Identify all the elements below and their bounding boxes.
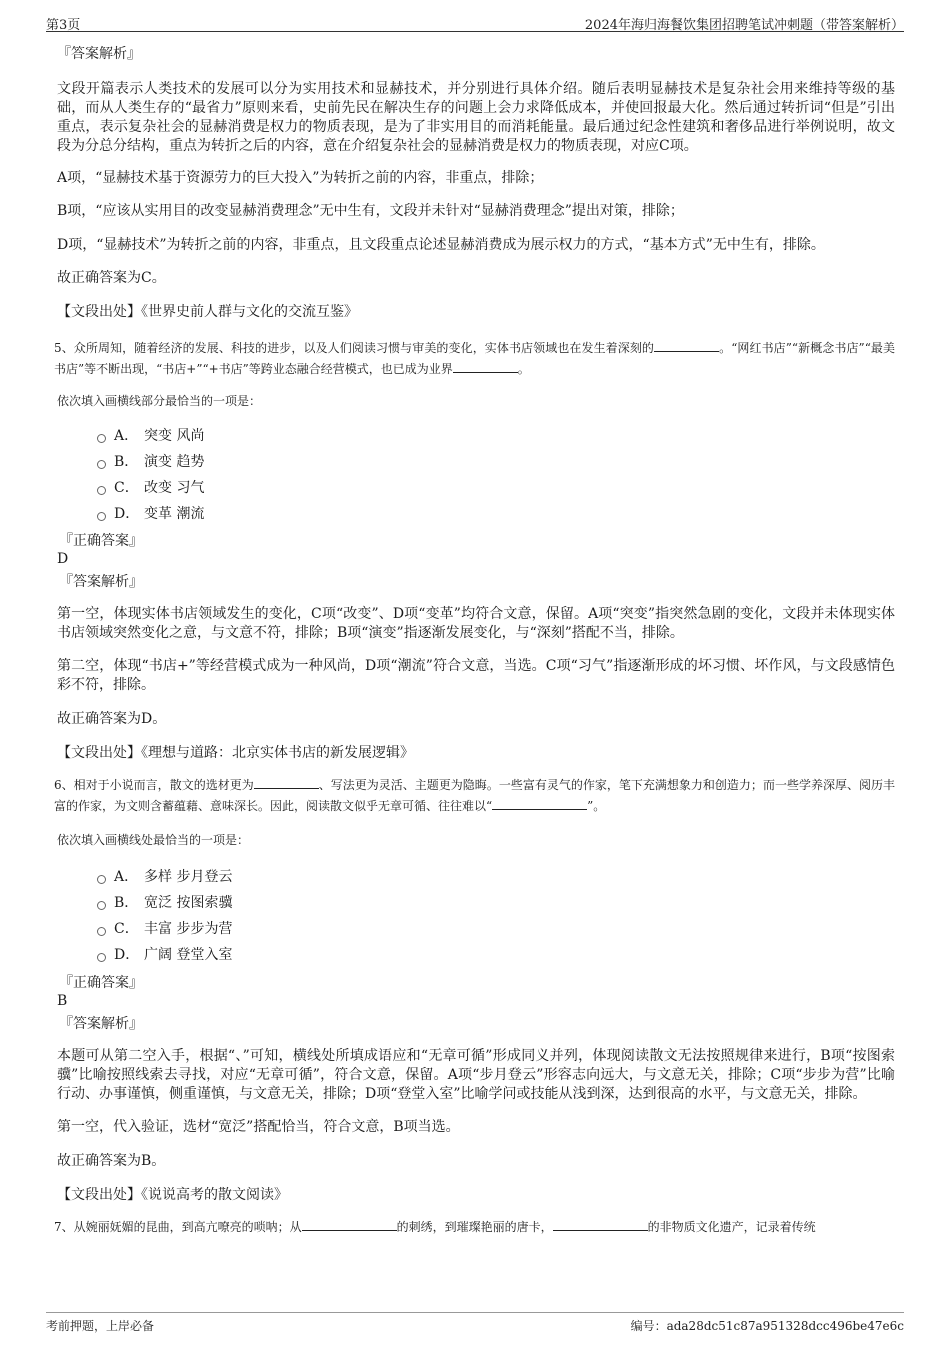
source-note: 【文段出处】《世界史前人群与文化的交流互鉴》	[57, 304, 358, 320]
analysis-paragraph: 第二空，体现“书店+”等经营模式成为一种风尚，D项“潮流”符合文意，当选。C项“习气”指逐渐形成的坏习惯、坏作风，与文段感情色彩不符，排除。	[57, 658, 895, 693]
correct-answer: B	[57, 993, 68, 1009]
document-title: 2024年海归海餐饮集团招聘笔试冲刺题（带答案解析）	[584, 18, 904, 33]
analysis-paragraph: A项，“显赫技术基于资源劳力的巨大投入”为转折之前的内容，非重点，排除；	[57, 170, 544, 186]
fill-blank	[492, 798, 587, 810]
source-note: 【文段出处】《理想与道路：北京实体书店的新发展逻辑》	[57, 745, 414, 761]
question-6-options	[97, 864, 895, 968]
radio-button[interactable]	[97, 927, 106, 936]
fill-blank	[654, 340, 719, 352]
question-7-stem: 7、从婉丽妩媚的昆曲，到高亢嘹亮的唢呐；从 的刺绣，到璀璨艳丽的唐卡， 的非物质文化遗产，记录着传统	[54, 1220, 816, 1234]
analysis-paragraph: 第一空，代入验证，选材“宽泛”搭配恰当，符合文意，B项当选。	[57, 1119, 460, 1135]
radio-button[interactable]	[97, 875, 106, 884]
question-5-stem: 5、众所周知，随着经济的发展、科技的进步，以及人们阅读习惯与审美的变化，实体书店领域也在发生着深刻的 。“网红书店”“新概念书店”“最美书店”等不断出现，“书店+”“+书店”等跨业态融合经营模式，也已成为业界 。	[54, 341, 895, 376]
page-number: 第3页	[46, 18, 81, 33]
question-5-options	[97, 423, 895, 527]
option-d[interactable]: D． 变革 潮流	[97, 501, 895, 527]
question-6-stem: 6、相对于小说而言，散文的选材更为 、写法更为灵活、主题更为隐晦。一些富有灵气的作家，笔下充满想象力和创造力；而一些学养深厚、阅历丰富的作家，为文则含蓄蕴藉、意味深长。因此，阅读散文似乎无章可循、往往难以“ ”。	[54, 778, 895, 813]
fill-blank	[254, 777, 319, 789]
fill-blank	[302, 1219, 397, 1231]
option-c[interactable]: C． 丰富 步步为营	[97, 916, 895, 942]
correct-answer-statement: 故正确答案为C。	[57, 270, 166, 286]
correct-answer-label: 『正确答案』	[59, 533, 143, 549]
radio-button[interactable]	[97, 953, 106, 962]
option-a[interactable]: A． 突变 风尚	[97, 423, 895, 449]
option-b[interactable]: B． 宽泛 按图索骥	[97, 890, 895, 916]
page-content	[54, 44, 895, 1238]
radio-button[interactable]	[97, 460, 106, 469]
option-a[interactable]: A． 多样 步月登云	[97, 864, 895, 890]
analysis-label: 『答案解析』	[59, 1016, 143, 1032]
radio-button[interactable]	[97, 486, 106, 495]
analysis-paragraph: 文段开篇表示人类技术的发展可以分为实用技术和显赫技术，并分别进行具体介绍。随后表明显赫技术是复杂社会用来维持等级的基础，而从人类生存的“最省力”原则来看，史前先民在解决生存的问题上会力求降低成本，并使回报最大化。然后通过转折词“但是”引出重点，表示复杂社会的显赫消费是权力的物质表现，是为了非实用目的而消耗能量。最后通过纪念性建筑和奢侈品进行举例说明，故文段为分总分结构，重点为转折之后的内容，意在介绍复杂社会的显赫消费是权力的物质表现，对应C项。	[57, 81, 895, 154]
source-note: 【文段出处】《说说高考的散文阅读》	[57, 1187, 288, 1203]
analysis-paragraph: 第一空，体现实体书店领域发生的变化，C项“改变”、D项“变革”均符合文意，保留。A项“突变”指突然急剧的变化，文段并未体现实体书店领域突然变化之意，与文意不符，排除；B项“演变”指逐渐发展变化，与“深刻”搭配不当，排除。	[57, 606, 895, 641]
radio-button[interactable]	[97, 901, 106, 910]
fill-blank	[553, 1219, 648, 1231]
correct-answer-label: 『正确答案』	[59, 975, 143, 991]
option-d[interactable]: D． 广阔 登堂入室	[97, 942, 895, 968]
correct-answer: D	[57, 551, 69, 567]
page-header	[46, 12, 904, 32]
question-6-prompt: 依次填入画横线处最恰当的一项是：	[57, 833, 250, 847]
radio-button[interactable]	[97, 512, 106, 521]
page-footer	[46, 1312, 904, 1336]
option-c[interactable]: C． 改变 习气	[97, 475, 895, 501]
analysis-paragraph: D项，“显赫技术”为转折之前的内容，非重点，且文段重点论述显赫消费成为展示权力的方式，“基本方式”无中生有，排除。	[57, 237, 825, 253]
analysis-label: 『答案解析』	[57, 46, 141, 62]
analysis-paragraph: B项，“应该从实用目的改变显赫消费理念”无中生有，文段并未针对“显赫消费理念”提出对策，排除；	[57, 203, 684, 219]
analysis-label: 『答案解析』	[59, 574, 143, 590]
option-b[interactable]: B． 演变 趋势	[97, 449, 895, 475]
correct-answer-statement: 故正确答案为D。	[57, 711, 167, 727]
footer-slogan: 考前押题，上岸必备	[46, 1319, 155, 1333]
analysis-paragraph: 本题可从第二空入手，根据“、”可知，横线处所填成语应和“无章可循”形成同义并列，体现阅读散文无法按照规律来进行，B项“按图索骥”比喻按照线索去寻找，对应“无章可循”，符合文意，保留。A项“步月登云”形容志向远大，与文意无关，排除；C项“步步为营”比喻行动、办事谨慎，侧重谨慎，与文意无关，排除；D项“登堂入室”比喻学问或技能从浅到深，达到很高的水平，与文意无关，排除。	[57, 1048, 895, 1102]
correct-answer-statement: 故正确答案为B。	[57, 1153, 166, 1169]
question-5-prompt: 依次填入画横线部分最恰当的一项是：	[57, 394, 262, 408]
radio-button[interactable]	[97, 434, 106, 443]
document-code: 编号：ada28dc51c87a951328dcc496be47e6c	[630, 1319, 904, 1333]
fill-blank	[453, 361, 518, 373]
